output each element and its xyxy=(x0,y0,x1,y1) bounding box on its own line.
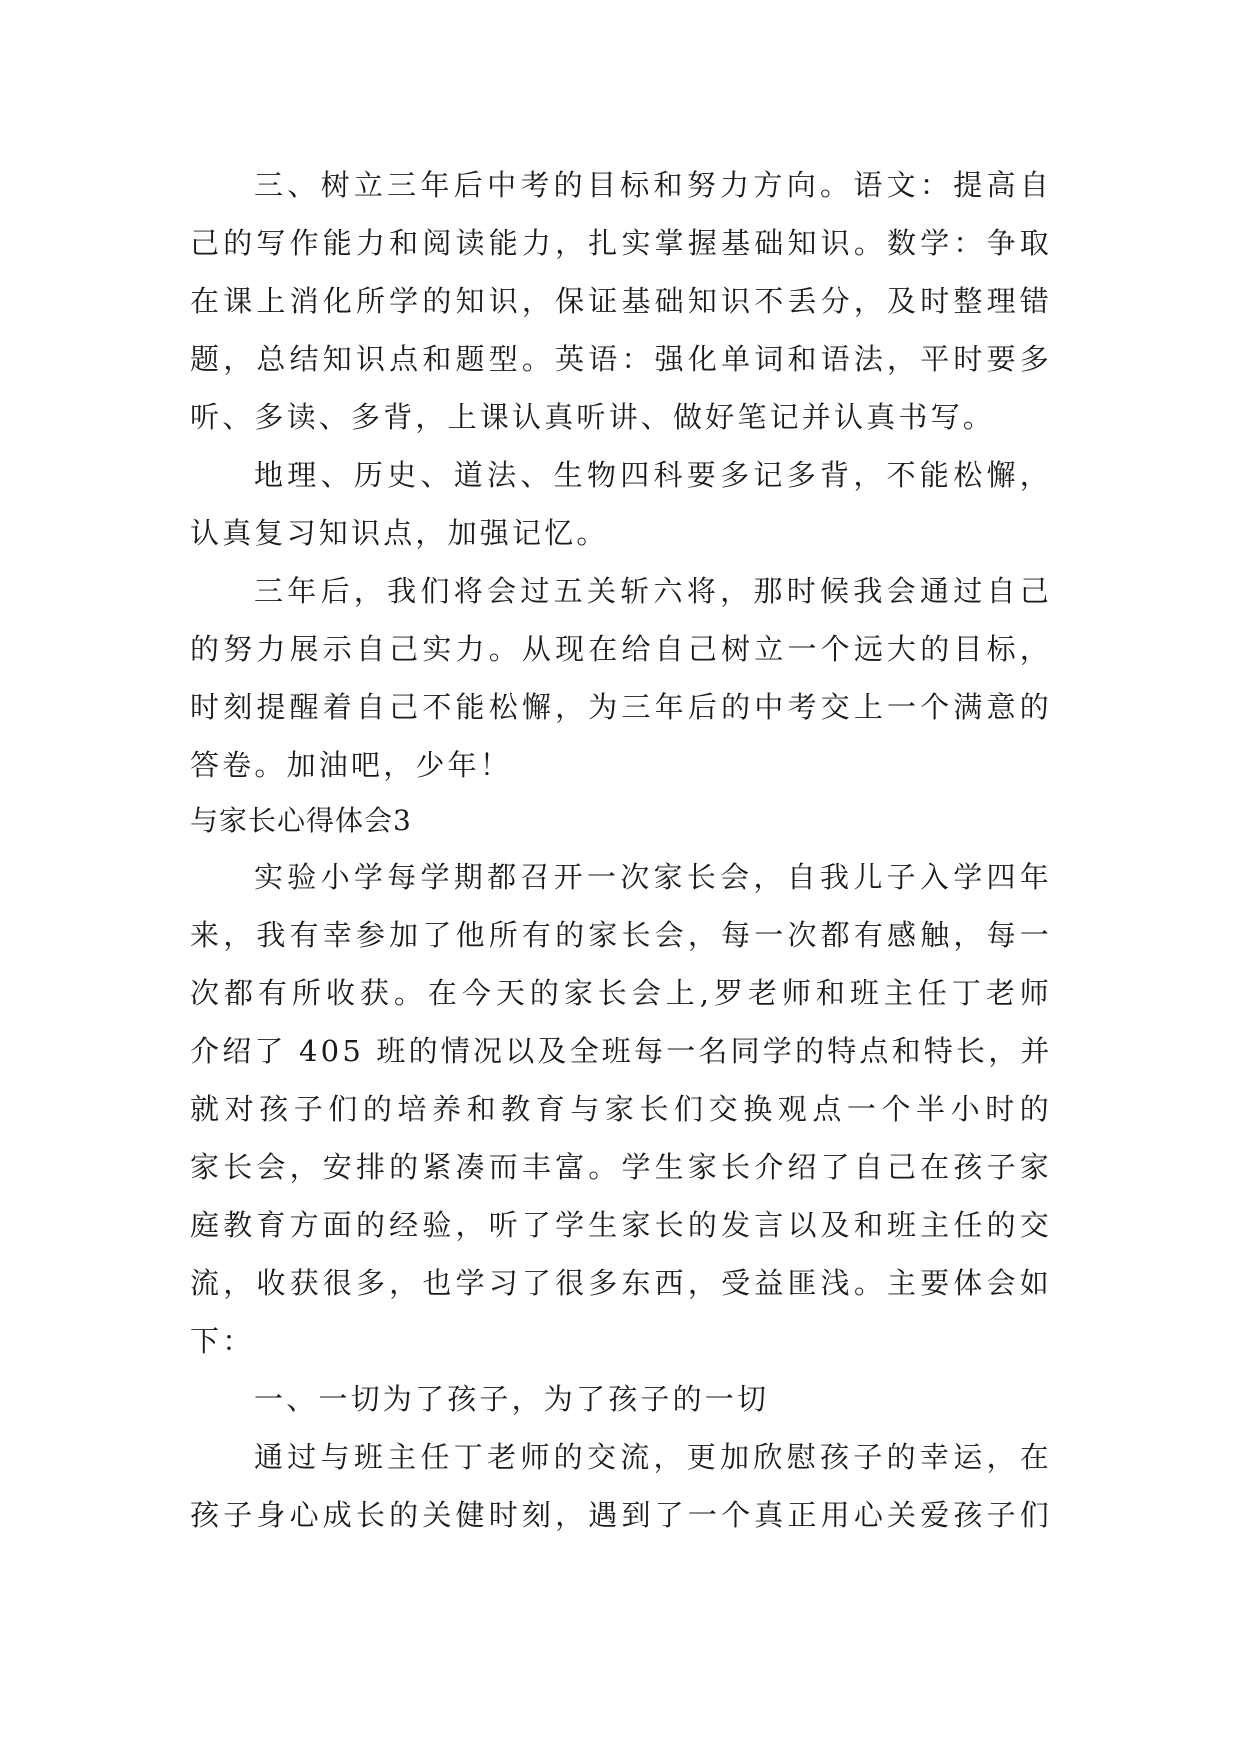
document-body xyxy=(190,156,1052,1544)
paragraph-line: 三、树立三年后中考的目标和努力方向。语文：提高自 xyxy=(254,168,1052,202)
paragraph-line: 实验小学每学期都召开一次家长会，自我儿子入学四年 xyxy=(254,860,1052,894)
paragraph-line: 时刻提醒着自己不能松懈，为三年后的中考交上一个满意的 xyxy=(190,690,1052,724)
section-heading: 与家长心得体会3 xyxy=(190,804,412,837)
paragraph-line: 庭教育方面的经验，听了学生家长的发言以及和班主任的交 xyxy=(190,1208,1052,1242)
paragraph-line: 在课上消化所学的知识，保证基础知识不丢分，及时整理错 xyxy=(190,284,1052,318)
paragraph-line: 答卷。加油吧，少年！ xyxy=(190,748,513,782)
paragraph-line: 来，我有幸参加了他所有的家长会，每一次都有感触，每一 xyxy=(190,918,1052,952)
paragraph-line: 通过与班主任丁老师的交流，更加欣慰孩子的幸运，在 xyxy=(254,1440,1052,1474)
paragraph-line: 就对孩子们的培养和教育与家长们交换观点一个半小时的 xyxy=(190,1092,1052,1126)
paragraph-line: 介绍了 405 班的情况以及全班每一名同学的特点和特长，并 xyxy=(190,1034,1053,1068)
paragraph-line: 孩子身心成长的关健时刻，遇到了一个真正用心关爱孩子们 xyxy=(190,1498,1052,1532)
paragraph-line: 的努力展示自己实力。从现在给自己树立一个远大的目标， xyxy=(190,632,1052,666)
paragraph-line: 地理、历史、道法、生物四科要多记多背，不能松懈， xyxy=(254,458,1052,492)
paragraph-line: 次都有所收获。在今天的家长会上,罗老师和班主任丁老师 xyxy=(190,976,1052,1010)
paragraph-line: 流，收获很多，也学习了很多东西，受益匪浅。主要体会如 xyxy=(190,1266,1052,1300)
paragraph-line: 下： xyxy=(190,1324,255,1358)
paragraph-line: 家长会，安排的紧凑而丰富。学生家长介绍了自己在孩子家 xyxy=(190,1150,1052,1184)
paragraph-line: 三年后，我们将会过五关斩六将，那时候我会通过自己 xyxy=(254,574,1052,608)
paragraph-line: 认真复习知识点，加强记忆。 xyxy=(190,516,609,550)
paragraph-line: 己的写作能力和阅读能力，扎实掌握基础知识。数学：争取 xyxy=(190,226,1052,260)
paragraph-line: 听、多读、多背，上课认真听讲、做好笔记并认真书写。 xyxy=(190,400,996,434)
subheading-line: 一、一切为了孩子，为了孩子的一切 xyxy=(254,1382,770,1416)
paragraph-line: 题，总结知识点和题型。英语：强化单词和语法，平时要多 xyxy=(190,342,1052,376)
